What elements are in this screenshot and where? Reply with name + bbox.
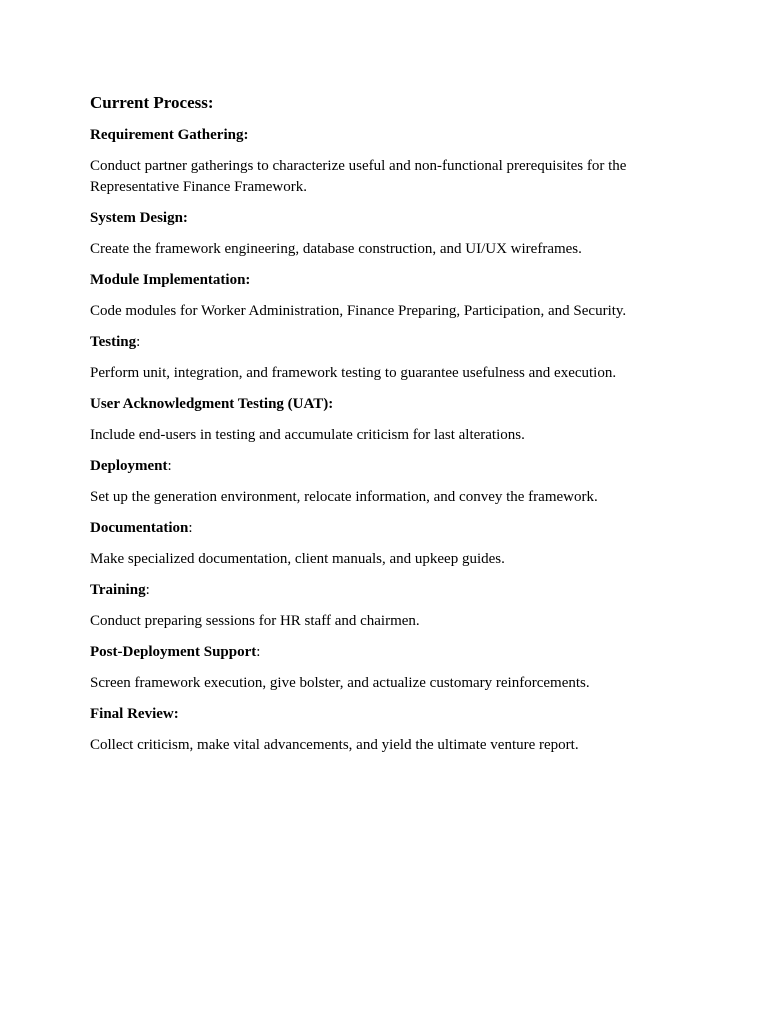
section-body: Include end-users in testing and accumulate criticism for last alterations. (90, 427, 525, 443)
section-final-review (90, 704, 678, 756)
section-body: Set up the generation environment, relocate information, and convey the framework. (90, 489, 598, 505)
section-requirement-gathering (90, 125, 678, 198)
section-module-implementation (90, 270, 678, 322)
section-body: Perform unit, integration, and framework testing to guarantee usefulness and execution. (90, 365, 617, 381)
section-system-design (90, 208, 678, 260)
section-heading-text: Post-Deployment Support (90, 644, 257, 660)
section-heading-text: Final Review: (90, 706, 179, 722)
section-heading (90, 518, 678, 538)
section-deployment (90, 456, 678, 508)
section-heading-text: Requirement Gathering: (90, 127, 249, 143)
section-heading (90, 332, 678, 352)
section-user-acknowledgment-testing (90, 394, 678, 446)
section-heading (90, 580, 678, 600)
section-heading-text: Documentation (90, 520, 189, 536)
section-heading-text: System Design: (90, 210, 188, 226)
section-heading-suffix: : (167, 458, 172, 474)
section-documentation (90, 518, 678, 570)
section-heading (90, 125, 678, 145)
section-heading-suffix: : (256, 644, 261, 660)
section-heading-text: Training (90, 582, 146, 598)
document-title: Current Process: (90, 93, 214, 112)
section-testing (90, 332, 678, 384)
section-heading-text: User Acknowledgment Testing (UAT): (90, 396, 334, 412)
section-heading (90, 394, 678, 414)
section-body: Conduct preparing sessions for HR staff and chairmen. (90, 613, 420, 629)
section-heading-text: Module Implementation: (90, 272, 251, 288)
section-heading-suffix: : (145, 582, 150, 598)
section-heading (90, 208, 678, 228)
section-heading (90, 704, 678, 724)
section-post-deployment-support (90, 642, 678, 694)
section-body: Make specialized documentation, client manuals, and upkeep guides. (90, 551, 505, 567)
section-heading-text: Deployment (90, 458, 168, 474)
section-body: Code modules for Worker Administration, Finance Preparing, Participation, and Security. (90, 303, 627, 319)
section-body: Create the framework engineering, database construction, and UI/UX wireframes. (90, 241, 582, 257)
section-heading (90, 270, 678, 290)
section-heading-suffix: : (136, 334, 141, 350)
document-content (90, 92, 678, 766)
section-body: Collect criticism, make vital advancements, and yield the ultimate venture report. (90, 737, 579, 753)
section-heading (90, 456, 678, 476)
section-body: Conduct partner gatherings to characterize useful and non-functional prerequisites for the Representative Finance Framework. (90, 158, 627, 195)
section-heading-text: Testing (90, 334, 137, 350)
section-heading (90, 642, 678, 662)
section-body: Screen framework execution, give bolster, and actualize customary reinforcements. (90, 675, 590, 691)
section-training (90, 580, 678, 632)
section-heading-suffix: : (188, 520, 193, 536)
